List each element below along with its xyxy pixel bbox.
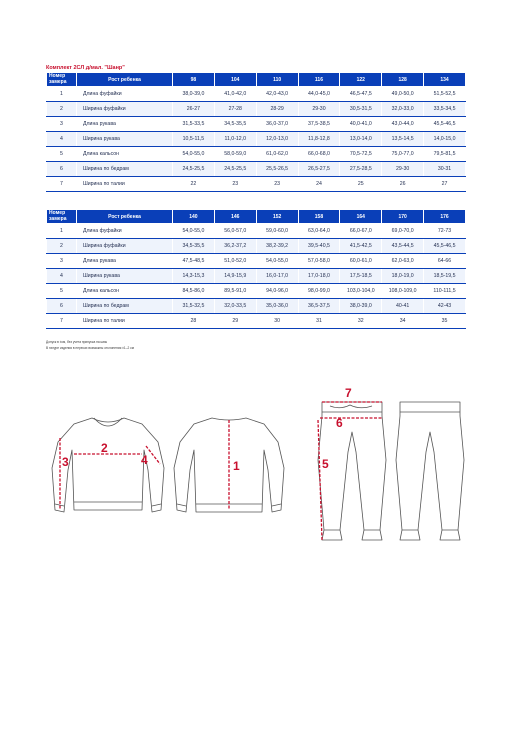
measure-number: 2 bbox=[47, 239, 77, 254]
measure-number: 1 bbox=[47, 224, 77, 239]
measurement-value: 27-28 bbox=[214, 102, 256, 117]
parameter-name: Длина кальсон bbox=[77, 147, 173, 162]
measurement-value: 30 bbox=[256, 314, 298, 329]
measure-number: 5 bbox=[47, 284, 77, 299]
table-header-row bbox=[47, 73, 466, 87]
measurement-value: 31 bbox=[298, 314, 340, 329]
measure-label-3: 3 bbox=[62, 455, 69, 469]
measurement-value: 51,5-52,5 bbox=[424, 87, 466, 102]
table-row bbox=[47, 254, 466, 269]
measurement-value: 63,0-64,0 bbox=[298, 224, 340, 239]
measurement-value: 11,8-12,8 bbox=[298, 132, 340, 147]
measurement-value: 18,0-19,0 bbox=[382, 269, 424, 284]
size-header: 176 bbox=[424, 210, 466, 224]
table-row bbox=[47, 87, 466, 102]
header-measure-number: Номер замера bbox=[47, 73, 77, 87]
measurement-value: 37,5-38,5 bbox=[298, 117, 340, 132]
measurement-value: 26 bbox=[382, 177, 424, 192]
measure-label-2: 2 bbox=[101, 441, 108, 455]
measurement-value: 25,5-26,5 bbox=[256, 162, 298, 177]
size-header: 98 bbox=[173, 73, 215, 87]
measure-number: 3 bbox=[47, 117, 77, 132]
header-height: Рост ребенка bbox=[77, 73, 173, 87]
parameter-name: Ширина фуфайки bbox=[77, 102, 173, 117]
measurement-value: 24,5-25,5 bbox=[214, 162, 256, 177]
size-table-1 bbox=[46, 72, 466, 192]
measure-label-5: 5 bbox=[322, 457, 329, 471]
measurement-value: 35 bbox=[424, 314, 466, 329]
measurement-value: 13,0-14,0 bbox=[340, 132, 382, 147]
measurement-value: 27 bbox=[424, 177, 466, 192]
measurement-value: 28 bbox=[173, 314, 215, 329]
measurement-value: 66,0-67,0 bbox=[340, 224, 382, 239]
size-header: 134 bbox=[424, 73, 466, 87]
measurement-value: 31,5-32,5 bbox=[173, 299, 215, 314]
measure-number: 7 bbox=[47, 177, 77, 192]
measurement-value: 26,5-27,5 bbox=[298, 162, 340, 177]
table-row bbox=[47, 147, 466, 162]
measurement-value: 22 bbox=[173, 177, 215, 192]
measurement-value: 11,0-12,0 bbox=[214, 132, 256, 147]
measurement-value: 54,0-55,0 bbox=[173, 224, 215, 239]
measurement-value: 12,0-13,0 bbox=[256, 132, 298, 147]
measurement-value: 34,5-35,5 bbox=[173, 239, 215, 254]
measurement-value: 51,0-52,0 bbox=[214, 254, 256, 269]
size-header: 104 bbox=[214, 73, 256, 87]
measurement-value: 38,0-39,0 bbox=[340, 299, 382, 314]
measurement-value: 70,5-72,5 bbox=[340, 147, 382, 162]
measurement-value: 10,5-11,5 bbox=[173, 132, 215, 147]
parameter-name: Длина рукава bbox=[77, 117, 173, 132]
garment-measurement-diagram bbox=[0, 360, 512, 739]
measurement-value: 23 bbox=[256, 177, 298, 192]
measurement-value: 36,2-37,2 bbox=[214, 239, 256, 254]
measurement-value: 43,5-44,5 bbox=[382, 239, 424, 254]
size-header: 158 bbox=[298, 210, 340, 224]
parameter-name: Длина кальсон bbox=[77, 284, 173, 299]
measurement-value: 17,0-18,0 bbox=[298, 269, 340, 284]
measurement-value: 32,0-33,0 bbox=[382, 102, 424, 117]
measurement-value: 47,5-48,5 bbox=[173, 254, 215, 269]
size-table-2 bbox=[46, 209, 466, 329]
measurement-value: 42-43 bbox=[424, 299, 466, 314]
measurement-value: 89,5-91,0 bbox=[214, 284, 256, 299]
pants-front-sketch bbox=[318, 402, 386, 540]
measurement-value: 94,0-96,0 bbox=[256, 284, 298, 299]
measurement-value: 25 bbox=[340, 177, 382, 192]
measurement-value: 41,5-42,5 bbox=[340, 239, 382, 254]
measurement-value: 60,0-61,0 bbox=[340, 254, 382, 269]
measurement-value: 42,0-43,0 bbox=[256, 87, 298, 102]
measurement-value: 28-29 bbox=[256, 102, 298, 117]
document-title: Комплект 2СЛ д/мал. "Шанр" bbox=[46, 65, 125, 71]
table-row bbox=[47, 284, 466, 299]
measurement-value: 33,5-34,5 bbox=[424, 102, 466, 117]
measurement-value: 98,0-99,0 bbox=[298, 284, 340, 299]
measurement-value: 35,0-36,0 bbox=[256, 299, 298, 314]
measurement-value: 34,5-35,5 bbox=[214, 117, 256, 132]
measurement-value: 103,0-104,0 bbox=[340, 284, 382, 299]
measurement-value: 26-27 bbox=[173, 102, 215, 117]
measurement-value: 44,0-45,0 bbox=[298, 87, 340, 102]
table-row bbox=[47, 162, 466, 177]
parameter-name: Ширина по бедрам bbox=[77, 162, 173, 177]
measurement-value: 18,5-19,5 bbox=[424, 269, 466, 284]
measure-number: 6 bbox=[47, 162, 77, 177]
measurement-value: 54,0-55,0 bbox=[173, 147, 215, 162]
measure-label-4: 4 bbox=[141, 453, 148, 467]
measurement-value: 84,5-86,0 bbox=[173, 284, 215, 299]
measurement-value: 49,0-50,0 bbox=[382, 87, 424, 102]
measurement-value: 72-73 bbox=[424, 224, 466, 239]
measurement-value: 34 bbox=[382, 314, 424, 329]
table-row bbox=[47, 299, 466, 314]
parameter-name: Ширина по талии bbox=[77, 177, 173, 192]
measure-number: 7 bbox=[47, 314, 77, 329]
measurement-value: 57,0-58,0 bbox=[298, 254, 340, 269]
measurement-value: 23 bbox=[214, 177, 256, 192]
size-header: 140 bbox=[173, 210, 215, 224]
measurement-value: 32,0-33,5 bbox=[214, 299, 256, 314]
size-header: 122 bbox=[340, 73, 382, 87]
table-row bbox=[47, 239, 466, 254]
measurement-value: 54,0-55,0 bbox=[256, 254, 298, 269]
measurement-value: 59,0-60,0 bbox=[256, 224, 298, 239]
measurement-value: 61,0-62,0 bbox=[256, 147, 298, 162]
measurement-value: 45,5-46,5 bbox=[424, 117, 466, 132]
measurement-value: 46,5-47,5 bbox=[340, 87, 382, 102]
measurement-value: 30,5-31,5 bbox=[340, 102, 382, 117]
measurement-value: 38,0-39,0 bbox=[173, 87, 215, 102]
size-header: 116 bbox=[298, 73, 340, 87]
size-header: 164 bbox=[340, 210, 382, 224]
measurement-value: 17,5-18,5 bbox=[340, 269, 382, 284]
measurement-value: 108,0-109,0 bbox=[382, 284, 424, 299]
measurement-value: 38,2-39,2 bbox=[256, 239, 298, 254]
size-header: 152 bbox=[256, 210, 298, 224]
measurement-value: 56,0-57,0 bbox=[214, 224, 256, 239]
measurement-value: 62,0-63,0 bbox=[382, 254, 424, 269]
measurement-value: 69,0-70,0 bbox=[382, 224, 424, 239]
measurement-value: 30-31 bbox=[424, 162, 466, 177]
measurement-value: 41,0-42,0 bbox=[214, 87, 256, 102]
table-row bbox=[47, 224, 466, 239]
measurement-value: 32 bbox=[340, 314, 382, 329]
measurement-value: 29-30 bbox=[382, 162, 424, 177]
tolerance-note: Допуск в ±см, без учета припуска на швы bbox=[46, 340, 108, 344]
measurement-value: 40,0-41,0 bbox=[340, 117, 382, 132]
measure-number: 4 bbox=[47, 132, 77, 147]
size-header: 110 bbox=[256, 73, 298, 87]
measure-number: 5 bbox=[47, 147, 77, 162]
measurement-value: 75,0-77,0 bbox=[382, 147, 424, 162]
measure-label-6: 6 bbox=[336, 416, 343, 430]
measurement-value: 13,5-14,5 bbox=[382, 132, 424, 147]
deviation-note: В натуре изделия в пересах возможны отклонения ±1–2 см bbox=[46, 346, 134, 350]
parameter-name: Длина фуфайки bbox=[77, 87, 173, 102]
measure-label-1: 1 bbox=[233, 459, 240, 473]
measurement-value: 39,5-40,5 bbox=[298, 239, 340, 254]
parameter-name: Ширина фуфайки bbox=[77, 239, 173, 254]
measurement-value: 36,5-37,5 bbox=[298, 299, 340, 314]
table-row bbox=[47, 177, 466, 192]
measurement-value: 14,0-15,0 bbox=[424, 132, 466, 147]
parameter-name: Ширина по бедрам bbox=[77, 299, 173, 314]
measure-number: 3 bbox=[47, 254, 77, 269]
measurement-value: 43,0-44,0 bbox=[382, 117, 424, 132]
measurement-value: 27,5-28,5 bbox=[340, 162, 382, 177]
measurement-value: 45,5-46,5 bbox=[424, 239, 466, 254]
measurement-value: 29 bbox=[214, 314, 256, 329]
parameter-name: Длина рукава bbox=[77, 254, 173, 269]
table-header-row bbox=[47, 210, 466, 224]
size-header: 128 bbox=[382, 73, 424, 87]
measurement-value: 31,5-33,5 bbox=[173, 117, 215, 132]
measurement-value: 16,0-17,0 bbox=[256, 269, 298, 284]
measurement-value: 66,0-68,0 bbox=[298, 147, 340, 162]
measurement-value: 24,5-25,5 bbox=[173, 162, 215, 177]
table-row bbox=[47, 102, 466, 117]
measure-number: 4 bbox=[47, 269, 77, 284]
measurement-value: 40-41 bbox=[382, 299, 424, 314]
measurement-lines bbox=[60, 402, 382, 540]
measurement-value: 24 bbox=[298, 177, 340, 192]
measure-number: 2 bbox=[47, 102, 77, 117]
measure-number: 6 bbox=[47, 299, 77, 314]
header-measure-number: Номер замера bbox=[47, 210, 77, 224]
size-header: 146 bbox=[214, 210, 256, 224]
measurement-value: 110-111,5 bbox=[424, 284, 466, 299]
measurement-value: 58,0-59,0 bbox=[214, 147, 256, 162]
header-height: Рост ребенка bbox=[77, 210, 173, 224]
measurement-value: 79,5-81,5 bbox=[424, 147, 466, 162]
pants-back-sketch bbox=[396, 402, 464, 540]
table-row bbox=[47, 269, 466, 284]
table-row bbox=[47, 117, 466, 132]
parameter-name: Ширина рукава bbox=[77, 269, 173, 284]
table-row bbox=[47, 132, 466, 147]
size-header: 170 bbox=[382, 210, 424, 224]
parameter-name: Длина фуфайки bbox=[77, 224, 173, 239]
measure-number: 1 bbox=[47, 87, 77, 102]
parameter-name: Ширина по талии bbox=[77, 314, 173, 329]
measurement-value: 14,9-15,9 bbox=[214, 269, 256, 284]
table-row bbox=[47, 314, 466, 329]
measurement-value: 29-30 bbox=[298, 102, 340, 117]
parameter-name: Ширина рукава bbox=[77, 132, 173, 147]
measurement-value: 64-66 bbox=[424, 254, 466, 269]
measurement-value: 14,3-15,3 bbox=[173, 269, 215, 284]
measure-label-7: 7 bbox=[345, 386, 352, 400]
measurement-value: 36,0-37,0 bbox=[256, 117, 298, 132]
